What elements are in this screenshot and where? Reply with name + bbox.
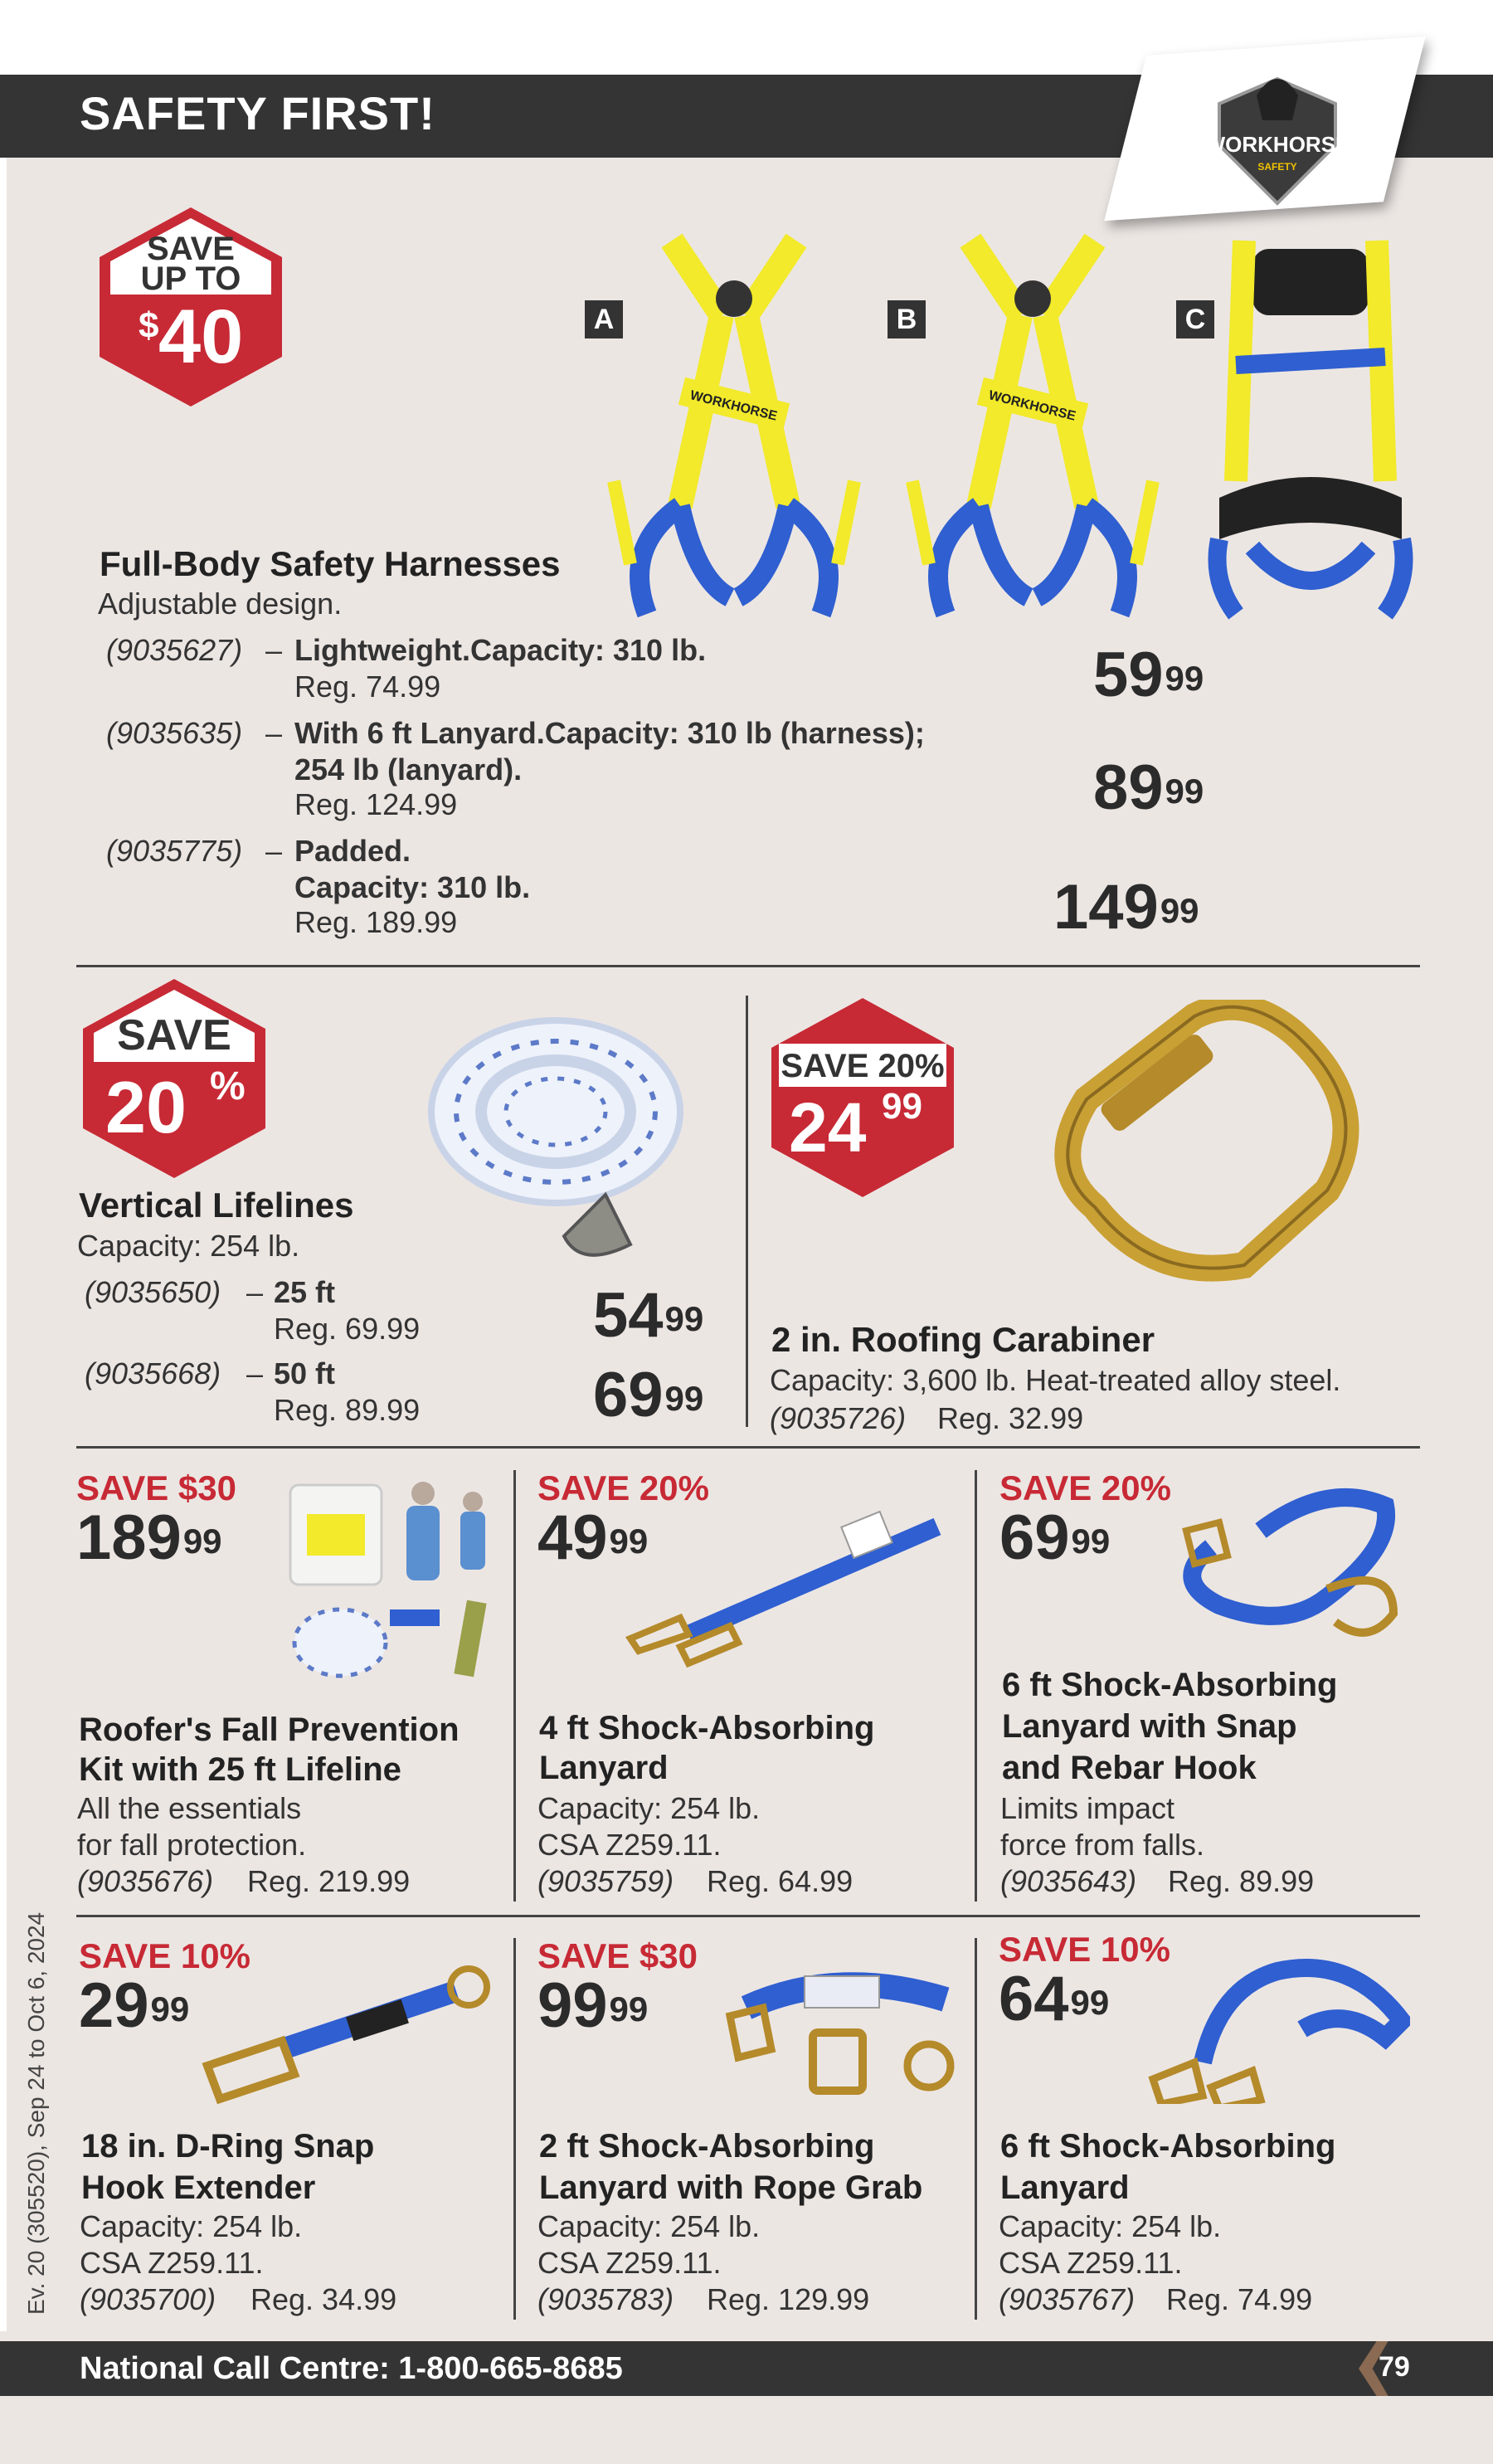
carabiner-desc: Capacity: 3,600 lb. Heat-treated alloy steel. bbox=[770, 1363, 1341, 1397]
harness-v3-dash: – bbox=[265, 834, 283, 868]
harness-v1-name: Lightweight.Capacity: 310 lb. bbox=[294, 633, 707, 667]
kit-desc-2: for fall protection. bbox=[77, 1828, 307, 1862]
lanyard4-save: SAVE 20% bbox=[537, 1468, 709, 1507]
badge-save-text: SAVE 20% bbox=[781, 1048, 945, 1084]
ropegrab-title-2: Lanyard with Rope Grab bbox=[539, 2169, 923, 2206]
lifelines-v2-name: 50 ft bbox=[274, 1356, 336, 1390]
harness-v1-reg: Reg. 74.99 bbox=[294, 670, 441, 704]
ropegrab-desc-1: Capacity: 254 lb. bbox=[537, 2209, 761, 2243]
kit-save: SAVE $30 bbox=[76, 1468, 236, 1507]
left-margin bbox=[0, 158, 7, 2331]
ropegrab-code: (9035783) bbox=[537, 2282, 674, 2316]
workhorse-logo bbox=[1186, 46, 1369, 212]
lanyard6rebar-reg: Reg. 89.99 bbox=[1168, 1864, 1315, 1898]
svg-text:WORKHORSE: WORKHORSE bbox=[987, 388, 1077, 424]
harness-v2-price: $89^{99}$ bbox=[1093, 752, 1204, 823]
dring-desc-1: Capacity: 254 lb. bbox=[80, 2209, 303, 2243]
harness-v1-price: $59^{99}$ bbox=[1093, 640, 1204, 710]
kit-price: $189^{99}$ bbox=[76, 1502, 222, 1573]
svg-text:WORKHORSE: WORKHORSE bbox=[688, 388, 779, 424]
harness-title: Full-Body Safety Harnesses bbox=[100, 544, 561, 583]
lifelines-v1-reg: Reg. 69.99 bbox=[274, 1312, 421, 1346]
page-number: 79 bbox=[1379, 2351, 1410, 2383]
badge-amount: 40 bbox=[158, 295, 244, 379]
lanyard6rebar-save: SAVE 20% bbox=[999, 1468, 1171, 1507]
kit-desc-1: All the essentials bbox=[77, 1791, 302, 1825]
lanyard6-desc-1: Capacity: 254 lb. bbox=[999, 2209, 1222, 2243]
lanyard6rebar-title-2: Lanyard with Snap bbox=[1002, 1708, 1297, 1745]
badge-cents: 99 bbox=[882, 1086, 922, 1127]
dring-desc-2: CSA Z259.11. bbox=[80, 2246, 264, 2280]
harness-v1-dash: – bbox=[265, 633, 283, 667]
lanyard4-desc-1: Capacity: 254 lb. bbox=[537, 1791, 761, 1825]
label-a: A bbox=[585, 300, 623, 338]
harness-c-image bbox=[1203, 232, 1418, 626]
ropegrab-image bbox=[713, 1958, 962, 2111]
lanyard6-desc-2: CSA Z259.11. bbox=[999, 2246, 1183, 2280]
page-title: SAFETY FIRST! bbox=[80, 87, 435, 139]
divider-2 bbox=[76, 1446, 1420, 1449]
harness-v2-reg: Reg. 124.99 bbox=[294, 787, 458, 821]
lanyard4-title-2: Lanyard bbox=[539, 1750, 669, 1786]
event-side-note: Ev. 20 (305520), Sep 24 to Oct 6, 2024 bbox=[23, 1911, 49, 2315]
harness-v3-code: (9035775) bbox=[106, 834, 243, 868]
lifelines-v1-name: 25 ft bbox=[274, 1275, 336, 1309]
harness-v3-name: Padded. bbox=[294, 834, 411, 868]
lifelines-v2-price: $69^{99}$ bbox=[593, 1360, 704, 1430]
lanyard6rebar-image bbox=[1161, 1473, 1410, 1659]
lifelines-v2-dash: – bbox=[246, 1356, 264, 1390]
dring-reg: Reg. 34.99 bbox=[250, 2282, 397, 2316]
harness-v3-price: $149^{99}$ bbox=[1053, 872, 1199, 942]
label-b: B bbox=[888, 300, 926, 338]
harness-a-image bbox=[597, 232, 871, 626]
carabiner-image bbox=[1029, 1000, 1393, 1286]
badge-price: 24 bbox=[789, 1088, 867, 1166]
harness-v3-name2: Capacity: 310 lb. bbox=[294, 870, 531, 904]
lanyard6rebar-title-1: 6 ft Shock-Absorbing bbox=[1002, 1667, 1338, 1703]
lanyard6rebar-title-3: and Rebar Hook bbox=[1002, 1750, 1257, 1786]
harness-v2-name: With 6 ft Lanyard.Capacity: 310 lb (harness); bbox=[294, 716, 925, 750]
call-centre-text: National Call Centre: 1-800-665-8685 bbox=[80, 2351, 623, 2386]
harness-desc: Adjustable design. bbox=[98, 587, 343, 621]
dring-save: SAVE 10% bbox=[79, 1936, 250, 1975]
lifelines-v1-price: $54^{99}$ bbox=[593, 1280, 704, 1351]
badge-pct: % bbox=[210, 1064, 246, 1108]
vdivider-mid bbox=[746, 996, 748, 1427]
harness-b-image bbox=[896, 232, 1170, 626]
harness-v2-dash: – bbox=[265, 716, 283, 750]
ropegrab-desc-2: CSA Z259.11. bbox=[537, 2246, 722, 2280]
lifelines-v1-code: (9035650) bbox=[85, 1275, 221, 1309]
lanyard6-title-1: 6 ft Shock-Absorbing bbox=[1000, 2128, 1336, 2165]
logo-subtext: SAFETY bbox=[1257, 161, 1297, 173]
lanyard6-title-2: Lanyard bbox=[1000, 2169, 1130, 2206]
vdivider-r2-b bbox=[975, 1938, 977, 2320]
lanyard4-price: $49^{99}$ bbox=[537, 1502, 649, 1573]
lanyard4-reg: Reg. 64.99 bbox=[707, 1864, 853, 1898]
kit-title-1: Roofer's Fall Prevention bbox=[79, 1712, 460, 1748]
lanyard6-reg: Reg. 74.99 bbox=[1166, 2282, 1313, 2316]
lanyard6-code: (9035767) bbox=[999, 2282, 1136, 2316]
kit-code: (9035676) bbox=[77, 1864, 214, 1898]
lanyard6rebar-code: (9035643) bbox=[1000, 1864, 1137, 1898]
lanyard6-price: $64^{99}$ bbox=[999, 1964, 1110, 2034]
vdivider-r1-a bbox=[513, 1470, 516, 1902]
ropegrab-price: $99^{99}$ bbox=[537, 1970, 649, 2041]
dring-title-2: Hook Extender bbox=[81, 2169, 316, 2206]
harness-v1-code: (9035627) bbox=[106, 633, 243, 667]
ropegrab-reg: Reg. 129.99 bbox=[707, 2282, 870, 2316]
badge-upto-text: UP TO bbox=[140, 261, 241, 297]
rope-image bbox=[415, 996, 713, 1273]
lifelines-title: Vertical Lifelines bbox=[79, 1186, 354, 1225]
kit-title-2: Kit with 25 ft Lifeline bbox=[79, 1751, 401, 1788]
lifelines-v2-reg: Reg. 89.99 bbox=[274, 1393, 421, 1427]
carabiner-code: (9035726) bbox=[770, 1401, 907, 1435]
dring-code: (9035700) bbox=[80, 2282, 216, 2316]
harness-v2-code: (9035635) bbox=[106, 716, 243, 750]
badge-amount: 20 bbox=[105, 1066, 187, 1148]
lifelines-v2-code: (9035668) bbox=[85, 1356, 221, 1390]
lanyard6-image bbox=[1136, 1938, 1410, 2108]
kit-reg: Reg. 219.99 bbox=[247, 1864, 411, 1898]
lanyard4-desc-2: CSA Z259.11. bbox=[537, 1828, 722, 1862]
label-c: C bbox=[1176, 300, 1214, 338]
kit-image bbox=[282, 1468, 506, 1697]
lanyard4-code: (9035759) bbox=[537, 1864, 674, 1898]
save-badge-harness bbox=[95, 203, 286, 415]
lanyard4-title-1: 4 ft Shock-Absorbing bbox=[539, 1710, 875, 1746]
divider-3 bbox=[76, 1915, 1420, 1917]
save-badge-lifelines bbox=[79, 975, 270, 1186]
lifelines-v1-dash: – bbox=[246, 1275, 264, 1309]
harness-v3-reg: Reg. 189.99 bbox=[294, 905, 458, 939]
badge-currency: $ bbox=[139, 305, 159, 346]
save-badge-carabiner bbox=[767, 994, 958, 1205]
badge-save-text: SAVE bbox=[117, 1011, 231, 1059]
vdivider-r2-a bbox=[513, 1938, 516, 2320]
dring-image bbox=[191, 1958, 498, 2111]
lifelines-desc: Capacity: 254 lb. bbox=[77, 1229, 300, 1263]
logo-text: WORKHORSE bbox=[1204, 132, 1350, 157]
carabiner-title: 2 in. Roofing Carabiner bbox=[771, 1320, 1155, 1359]
ropegrab-save: SAVE $30 bbox=[537, 1936, 698, 1975]
lanyard6-save: SAVE 10% bbox=[999, 1930, 1170, 1969]
vdivider-r1-b bbox=[975, 1470, 977, 1902]
lanyard6rebar-price: $69^{99}$ bbox=[999, 1502, 1111, 1573]
lanyard6rebar-desc-1: Limits impact bbox=[1000, 1791, 1175, 1825]
lanyard6rebar-desc-2: force from falls. bbox=[1000, 1828, 1205, 1862]
badge-save-text: SAVE bbox=[147, 231, 235, 267]
carabiner-reg: Reg. 32.99 bbox=[937, 1401, 1084, 1435]
dring-title-1: 18 in. D-Ring Snap bbox=[81, 2128, 375, 2165]
ropegrab-title-1: 2 ft Shock-Absorbing bbox=[539, 2128, 875, 2165]
lanyard4-image bbox=[622, 1493, 954, 1680]
dring-price: $29^{99}$ bbox=[79, 1970, 190, 2041]
harness-v2-name2: 254 lb (lanyard). bbox=[294, 752, 523, 786]
divider-1 bbox=[76, 965, 1420, 967]
